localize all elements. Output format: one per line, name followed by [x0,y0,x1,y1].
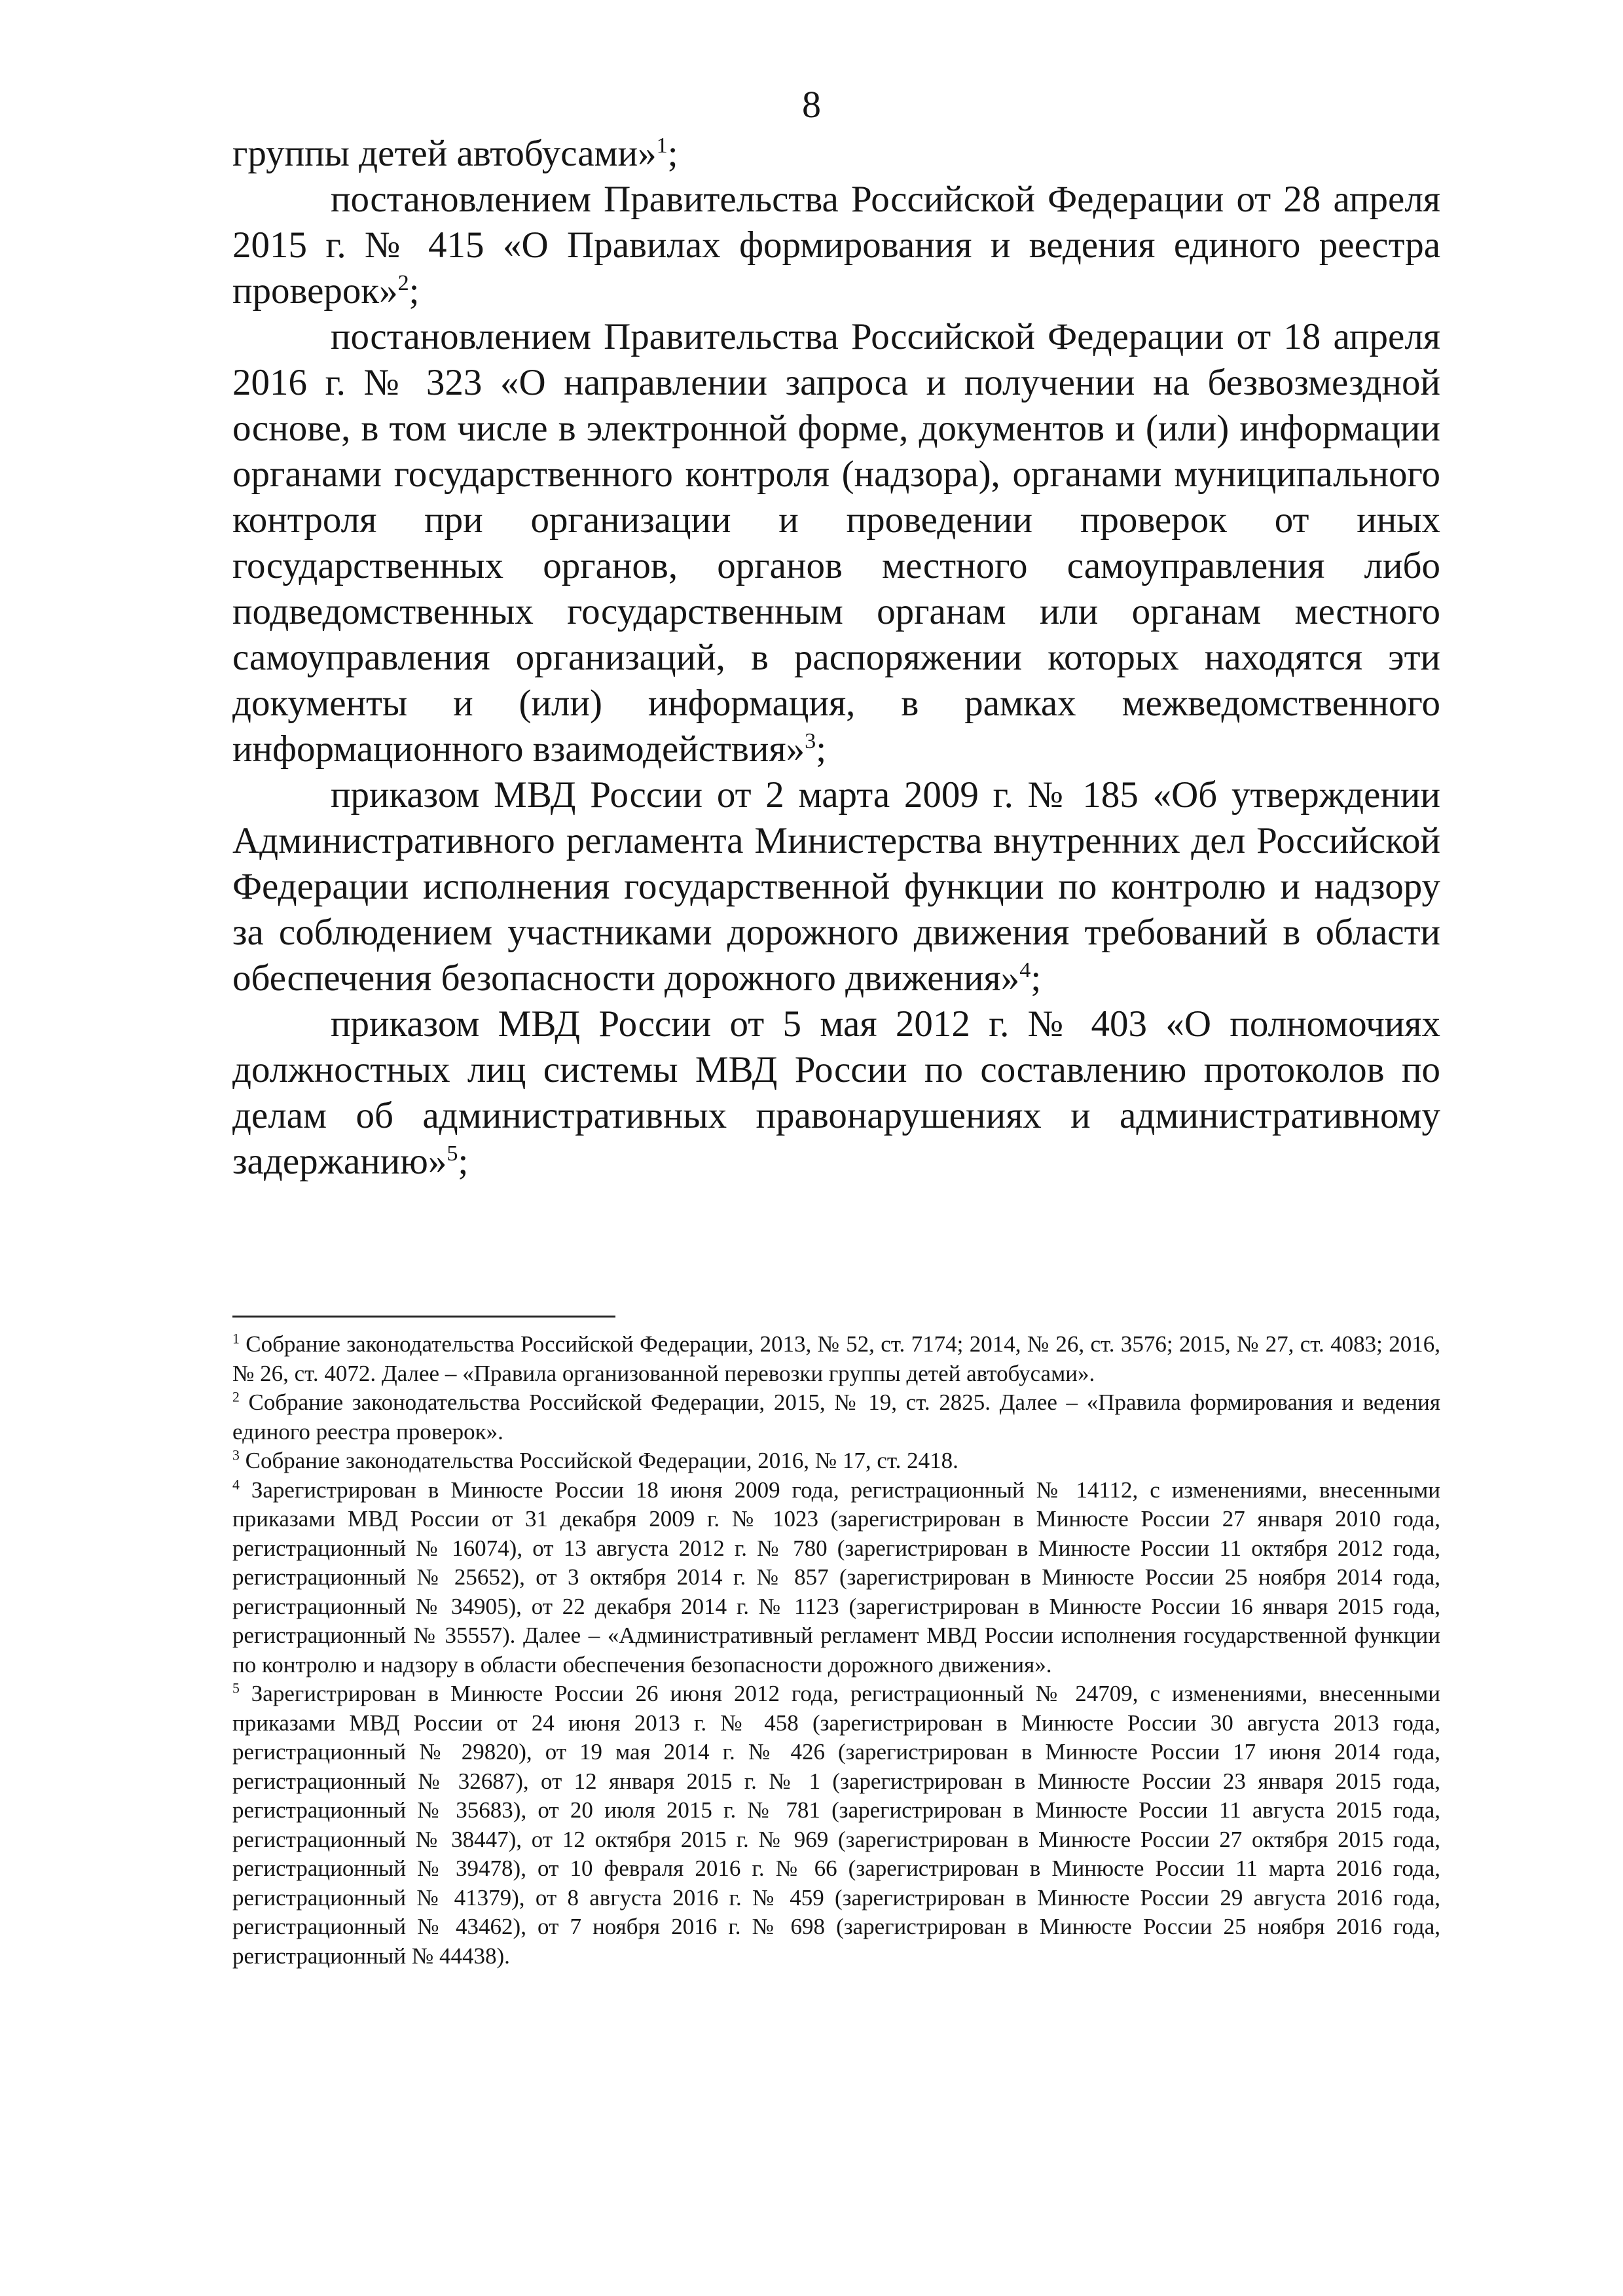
footnote-ref-3: 3 [805,729,816,753]
body-text [232,131,1440,1185]
paragraph-decree-415: постановлением Правительства Российской Федерации от 28 апреля 2015 г. № 415 «О Правилах формирования и ведения единого реестра проверок»$^2$; [232,179,1440,312]
footnote-marker: 3 [232,1447,240,1463]
footnote-marker: 4 [232,1476,240,1492]
footnote-text: Собрание законодательства Российской Федерации, 2013, № 52, ст. 7174; 2014, № 26, ст. 3576; 2015, № 27, ст. 4083; 2016, № 26, ст. 4072. Далее – «Правила организованной перевозки группы детей автобусами». [232,1331,1440,1386]
footnote-text: Зарегистрирован в Минюсте России 26 июня 2012 года, регистрационный № 24709, с изменениями, внесенными приказами МВД России от 24 июня 2013 г. № 458 (зарегистрирован в Минюсте России 30 августа 2013 года, регистрационный № 29820), от 19 мая 2014 г. № 426 (зарегистрирован в Минюсте России 17 июня 2014 года, регистрационный № 32687), от 12 января 2015 г. № 1 (зарегистрирован в Минюсте России 23 января 2015 года, регистрационный № 35683), от 20 июля 2015 г. № 781 (зарегистрирован в Минюсте России 11 августа 2015 года, регистрационный № 38447), от 12 октября 2015 г. № 969 (зарегистрирован в Минюсте России 27 октября 2015 года, регистрационный № 39478), от 10 февраля 2016 г. № 66 (зарегистрирован в Минюсте России 11 марта 2016 года, регистрационный № 41379), от 8 августа 2016 г. № 459 (зарегистрирован в Минюсте России 29 августа 2016 года, регистрационный № 43462), от 7 ноября 2016 г. № 698 (зарегистрирован в Минюсте России 25 ноября 2016 года, регистрационный № 44438). [232,1681,1440,1969]
footnote-ref-4: 4 [1019,958,1031,982]
footnote-2 [232,1388,1440,1446]
footnote-marker: 2 [232,1389,240,1405]
footnote-ref-1: 1 [656,134,668,158]
footnote-marker: 1 [232,1331,240,1347]
footnote-text: Собрание законодательства Российской Федерации, 2016, № 17, ст. 2418. [245,1448,958,1473]
footnote-ref-2: 2 [397,271,409,295]
paragraph-continuation: группы детей автобусами»$^1$; [232,133,678,174]
paragraph-order-403: приказом МВД России от 5 мая 2012 г. № 403 «О полномочиях должностных лиц системы МВД России по составлению протоколов по делам об административных правонарушениях и административному задержанию»$^5$; [232,1003,1440,1182]
footnote-ref-5: 5 [447,1141,458,1166]
footnote-separator [232,1316,615,1318]
footnotes [232,1330,1440,1971]
footnote-1 [232,1330,1440,1388]
footnote-text: Собрание законодательства Российской Федерации, 2015, № 19, ст. 2825. Далее – «Правила формирования и ведения единого реестра проверок». [232,1390,1440,1444]
footnote-text: Зарегистрирован в Минюсте России 18 июня 2009 года, регистрационный № 14112, с изменениями, внесенными приказами МВД России от 31 декабря 2009 г. № 1023 (зарегистрирован в Минюсте России 27 января 2010 года, регистрационный № 16074), от 13 августа 2012 г. № 780 (зарегистрирован в Минюсте России 11 октября 2012 года, регистрационный № 25652), от 3 октября 2014 г. № 857 (зарегистрирован в Минюсте России 25 ноября 2014 года, регистрационный № 34905), от 22 декабря 2014 г. № 1123 (зарегистрирован в Минюсте России 16 января 2015 года, регистрационный № 35557). Далее – «Административный регламент МВД России исполнения государственной функции по контролю и надзору в области обеспечения безопасности дорожного движения». [232,1477,1441,1677]
page-number: 8 [802,83,821,126]
paragraph-order-185: приказом МВД России от 2 марта 2009 г. № 185 «Об утверждении Административного регламента Министерства внутренних дел Российской Федерации исполнения государственной функции по контролю и надзору за соблюдением участниками дорожного движения требований в области обеспечения безопасности дорожного движения»$^4$; [232,774,1440,999]
paragraph-decree-323: постановлением Правительства Российской Федерации от 18 апреля 2016 г. № 323 «О направлении запроса и получении на безвозмездной основе, в том числе в электронной форме, документов и (или) информации органами государственного контроля (надзора), органами муниципального контроля при организации и проведении проверок от иных государственных органов, органов местного самоуправления либо подведомственных государственным органам или органам местного самоуправления организаций, в распоряжении которых находятся эти документы и (или) информация, в рамках межведомственного информационного взаимодействия»$^3$; [232,316,1440,770]
footnote-5 [232,1679,1440,1971]
footnote-4 [232,1476,1440,1680]
footnote-marker: 5 [232,1680,240,1696]
footnote-3 [232,1446,1440,1476]
